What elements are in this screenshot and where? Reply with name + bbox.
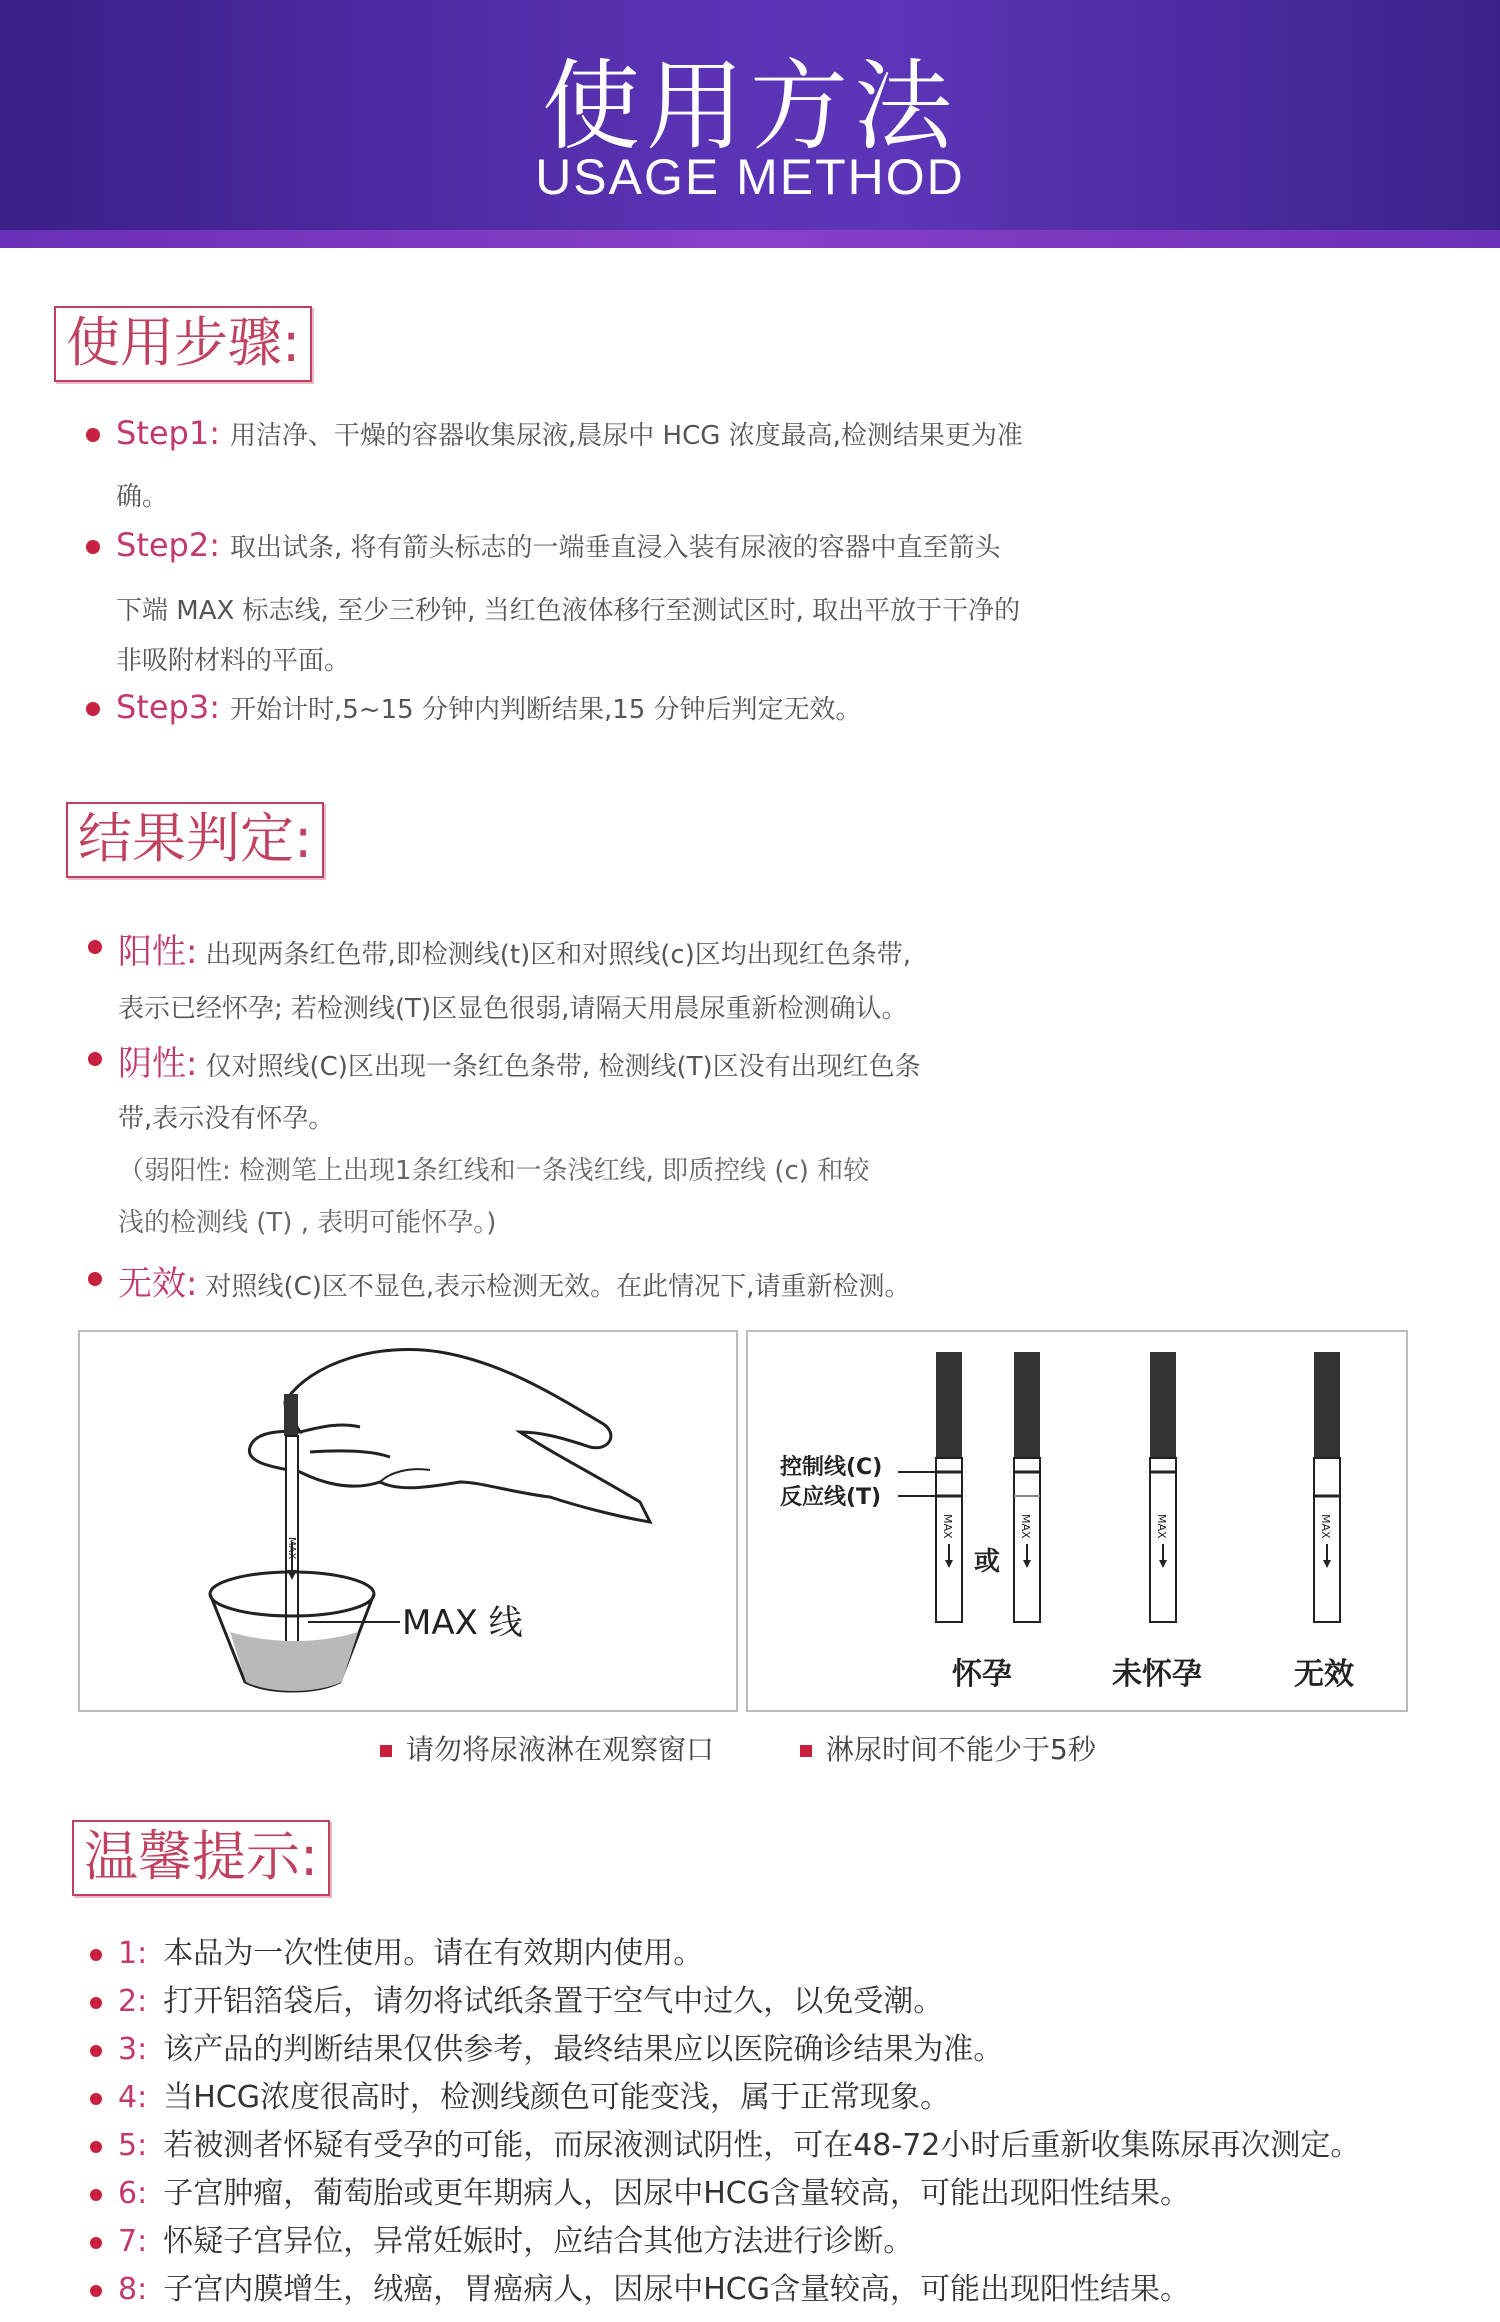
- positive-line2: 表示已经怀孕; 若检测线(T)区显色很弱,请隔天用晨尿重新检测确认。: [118, 994, 908, 1024]
- tip-item-2: 2: 打开铝箔袋后，请勿将试纸条置于空气中过久，以免受潮。: [90, 1976, 943, 2020]
- caption-observation-window: 请勿将尿液淋在观察窗口: [380, 1728, 714, 1768]
- dipping-diagram-panel: [78, 1330, 738, 1712]
- step1-line2: 确。: [116, 482, 169, 512]
- bullet-icon: [88, 1272, 102, 1286]
- svg-text:MAX: MAX: [1019, 1514, 1032, 1539]
- bullet-icon: [90, 2093, 102, 2105]
- invalid-label: 无效:: [118, 1264, 198, 1304]
- bullet-icon: [88, 940, 102, 954]
- tip-item-4: 4: 当HCG浓度很高时，检测线颜色可能变浅，属于正常现象。: [90, 2072, 950, 2116]
- test-line-label: 反应线(T): [780, 1485, 882, 1510]
- svg-text:MAX: MAX: [941, 1514, 954, 1539]
- invalid-line1: 无效: 对照线(C)区不显色,表示检测无效。在此情况下,请重新检测。: [118, 1264, 911, 1304]
- weak-positive-line1: （弱阳性: 检测笔上出现1条红线和一条浅红线, 即质控线 (c) 和较: [118, 1156, 870, 1186]
- step3-label: Step3:: [116, 688, 220, 726]
- or-label: 或: [974, 1547, 1001, 1577]
- tips-section-title: 温馨提示:: [72, 1820, 330, 1896]
- page-subtitle: USAGE METHOD: [535, 149, 965, 205]
- positive-label: 阳性:: [118, 932, 198, 972]
- strip-pregnant-b: [1014, 1352, 1040, 1622]
- result-invalid-label: 无效: [1294, 1657, 1354, 1692]
- tip-item-6: 6: 子宫肿瘤，葡萄胎或更年期病人，因尿中HCG含量较高，可能出现阳性结果。: [90, 2168, 1190, 2212]
- step2-line2: 下端 MAX 标志线, 至少三秒钟, 当红色液体移行至测试区时, 取出平放于干净的: [116, 596, 1021, 626]
- bullet-icon: [90, 2285, 102, 2297]
- bullet-icon: [90, 2045, 102, 2057]
- control-line-label: 控制线(C): [780, 1455, 883, 1480]
- step2-line1: Step2: 取出试条, 将有箭头标志的一端垂直浸入装有尿液的容器中直至箭头: [116, 526, 1001, 564]
- steps-section-title: 使用步骤:: [54, 306, 312, 382]
- square-bullet-icon: [800, 1745, 812, 1757]
- step3-line1: Step3: 开始计时,5~15 分钟内判断结果,15 分钟后判定无效。: [116, 688, 862, 726]
- tip-item-8: 8: 子宫内膜增生，绒癌，胃癌病人，因尿中HCG含量较高，可能出现阳性结果。: [90, 2264, 1190, 2308]
- bullet-icon: [90, 1997, 102, 2009]
- svg-text:MAX: MAX: [1155, 1514, 1168, 1539]
- bullet-icon: [86, 702, 100, 716]
- page-title: 使用方法: [541, 50, 958, 164]
- result-pregnant-label: 怀孕: [952, 1657, 1012, 1692]
- step2-label: Step2:: [116, 526, 220, 564]
- bullet-icon: [86, 540, 100, 554]
- tip-item-7: 7: 怀疑子宫异位，异常妊娠时，应结合其他方法进行诊断。: [90, 2216, 913, 2260]
- result-not-pregnant-label: 未怀孕: [1112, 1657, 1202, 1692]
- weak-positive-line2: 浅的检测线 (T) , 表明可能怀孕。): [118, 1208, 497, 1238]
- negative-line1: 阴性: 仅对照线(C)区出现一条红色条带, 检测线(T)区没有出现红色条: [118, 1044, 921, 1084]
- result-strips-illustration: [748, 1332, 1406, 1710]
- bullet-icon: [88, 1052, 102, 1066]
- svg-text:MAX: MAX: [1319, 1514, 1332, 1539]
- step2-line3: 非吸附材料的平面。: [116, 646, 351, 676]
- max-line-label: MAX 线: [402, 1603, 523, 1643]
- tip-item-5: 5: 若被测者怀疑有受孕的可能，而尿液测试阴性，可在48-72小时后重新收集陈尿再次测定。: [90, 2120, 1360, 2164]
- negative-label: 阴性:: [118, 1044, 198, 1084]
- step1-label: Step1:: [116, 414, 220, 452]
- bullet-icon: [86, 428, 100, 442]
- positive-line1: 阳性: 出现两条红色带,即检测线(t)区和对照线(c)区均出现红色条带,: [118, 932, 912, 972]
- hand-dipping-strip-illustration: [80, 1332, 736, 1710]
- bullet-icon: [90, 2189, 102, 2201]
- tip-item-3: 3: 该产品的判断结果仅供参考，最终结果应以医院确诊结果为准。: [90, 2024, 1003, 2068]
- tip-item-1: 1: 本品为一次性使用。请在有效期内使用。: [90, 1928, 703, 1972]
- strip-invalid: [1314, 1352, 1340, 1622]
- result-section-title: 结果判定:: [66, 802, 324, 878]
- step1-line1: Step1: 用洁净、干燥的容器收集尿液,晨尿中 HCG 浓度最高,检测结果更为准: [116, 414, 1023, 452]
- bullet-icon: [90, 1949, 102, 1961]
- strip-pregnant-a: [936, 1352, 962, 1622]
- square-bullet-icon: [380, 1745, 392, 1757]
- caption-urine-time: 淋尿时间不能少于5秒: [800, 1728, 1096, 1768]
- strip-not-pregnant: [1150, 1352, 1176, 1622]
- strip-max-mark: MAX: [286, 1537, 297, 1560]
- header-accent-bar: [0, 230, 1500, 248]
- header-banner: [0, 0, 1500, 230]
- negative-line2: 带,表示没有怀孕。: [118, 1104, 335, 1134]
- bullet-icon: [90, 2141, 102, 2153]
- result-strips-panel: [746, 1330, 1408, 1712]
- bullet-icon: [90, 2237, 102, 2249]
